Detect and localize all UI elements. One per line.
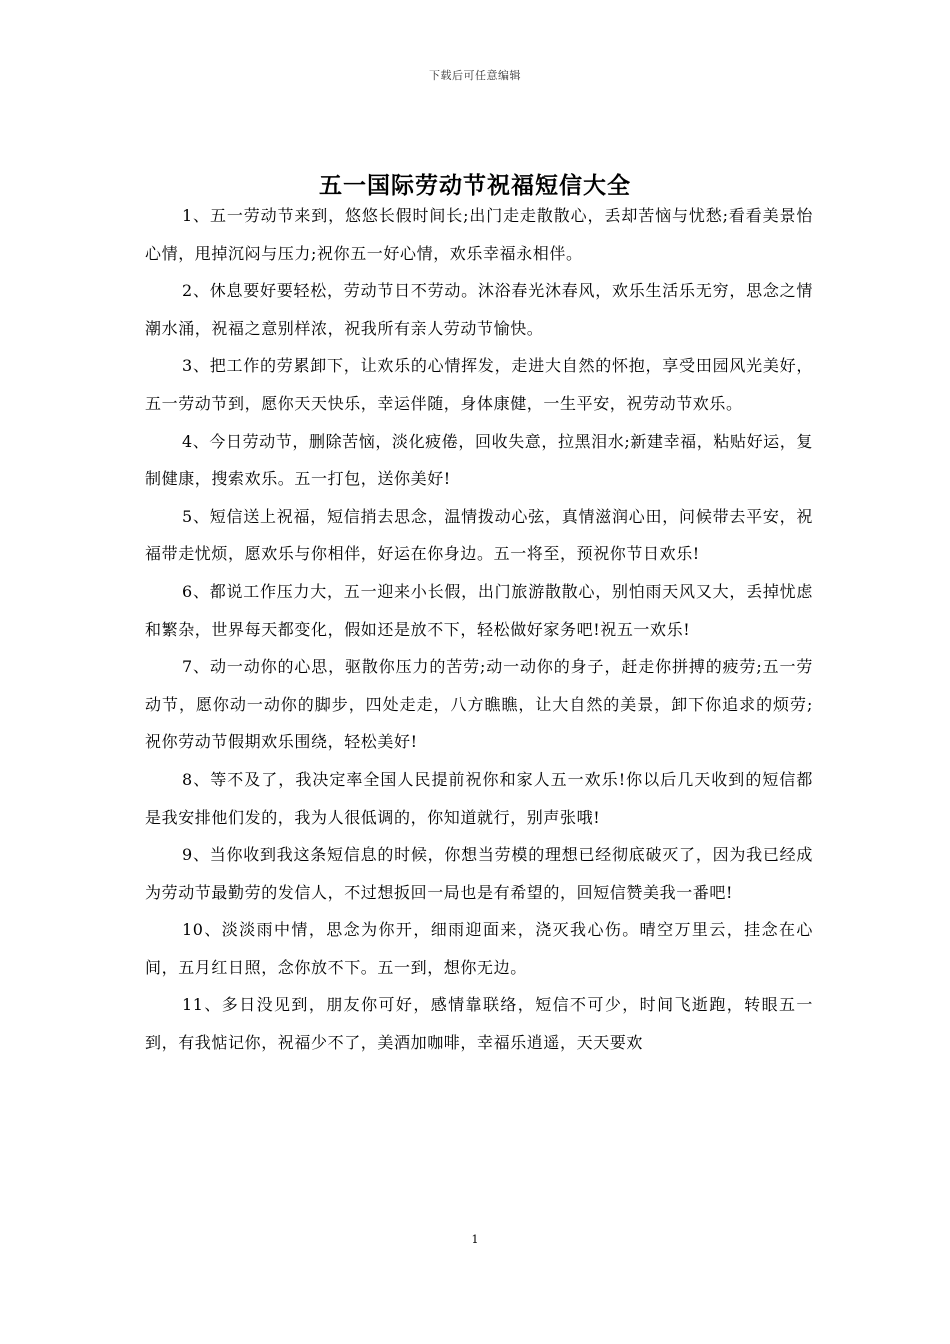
paragraph-2: 2、休息要好要轻松，劳动节日不劳动。沐浴春光沐春风，欢乐生活乐无穷，思念之情潮水涌，祝福之意别样浓，祝我所有亲人劳动节愉快。 [145,281,813,338]
paragraph-7: 7、动一动你的心思，驱散你压力的苦劳;动一动你的身子，赶走你拼搏的疲劳;五一劳动节，愿你动一动你的脚步，四处走走，八方瞧瞧，让大自然的美景，卸下你追求的烦劳;祝你劳动节假期欢乐围绕，轻松美好! [145,657,813,752]
paragraph-1: 1、五一劳动节来到，悠悠长假时间长;出门走走散散心，丢却苦恼与忧愁;看看美景怡心情，甩掉沉闷与压力;祝你五一好心情，欢乐幸福永相伴。 [145,206,813,263]
paragraph-9: 9、当你收到我这条短信息的时候，你想当劳模的理想已经彻底破灭了，因为我已经成为劳动节最勤劳的发信人，不过想扳回一局也是有希望的，回短信赞美我一番吧! [145,845,813,902]
paragraph-4: 4、今日劳动节，删除苦恼，淡化疲倦，回收失意，拉黑泪水;新建幸福，粘贴好运，复制健康，搜索欢乐。五一打包，送你美好! [145,431,813,489]
paragraph-10: 10、淡淡雨中情，思念为你开，细雨迎面来，浇灭我心伤。晴空万里云，挂念在心间，五月红日照，念你放不下。五一到，想你无边。 [145,920,813,977]
paragraph-8: 8、等不及了，我决定率全国人民提前祝你和家人五一欢乐!你以后几天收到的短信都是我安排他们发的，我为人很低调的，你知道就行，别声张哦! [145,769,813,827]
page-header-note: 下载后可任意编辑 [429,69,521,82]
paragraph-6: 6、都说工作压力大，五一迎来小长假，出门旅游散散心，别怕雨天风又大，丢掉忧虑和繁杂，世界每天都变化，假如还是放不下，轻松做好家务吧!祝五一欢乐! [145,581,813,639]
document-body [145,197,813,1062]
paragraph-5: 5、短信送上祝福，短信捎去思念，温情拨动心弦，真情滋润心田，问候带去平安，祝福带走忧烦，愿欢乐与你相伴，好运在你身边。五一将至，预祝你节日欢乐! [145,506,813,564]
paragraph-11: 11、多日没见到，朋友你可好，感情靠联络，短信不可少，时间飞逝跑，转眼五一到，有我惦记你，祝福少不了，美酒加咖啡，幸福乐逍遥，天天要欢 [145,995,813,1053]
page-number: 1 [471,1233,479,1246]
paragraph-3: 3、把工作的劳累卸下，让欢乐的心情挥发，走进大自然的怀抱，享受田园风光美好，五一劳动节到，愿你天天快乐，幸运伴随，身体康健，一生平安，祝劳动节欢乐。 [145,356,813,413]
document-title: 五一国际劳动节祝福短信大全 [319,172,631,200]
